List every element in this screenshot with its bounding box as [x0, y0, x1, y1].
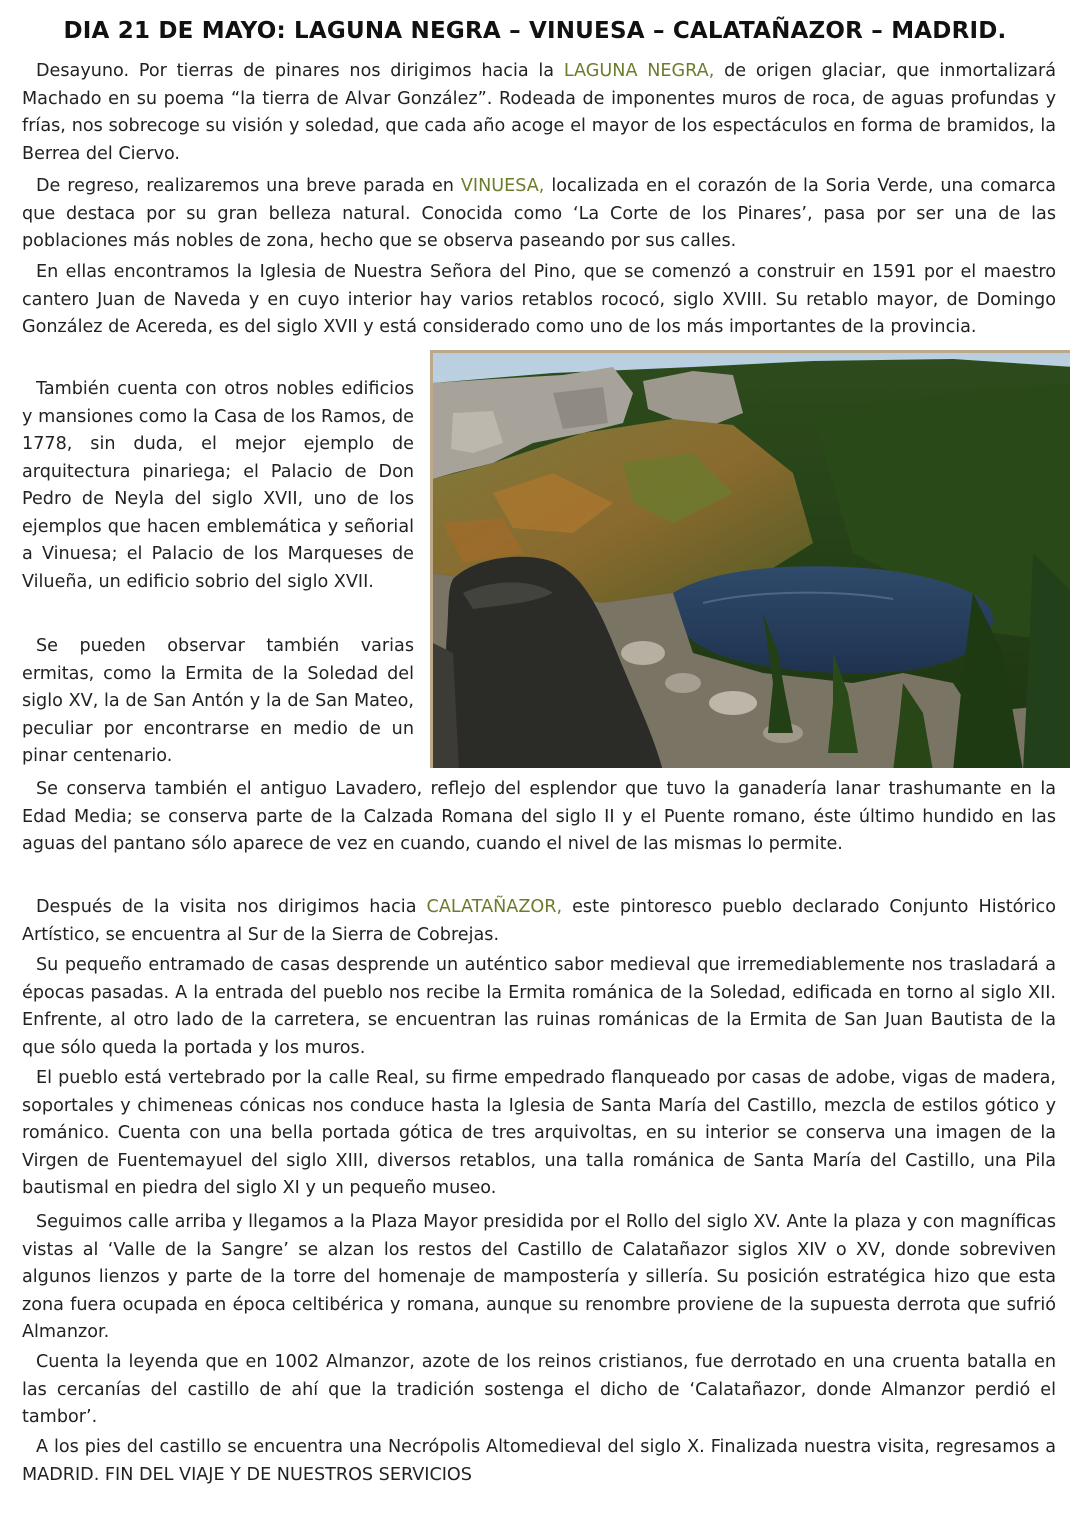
page-title: DIA 21 DE MAYO: LAGUNA NEGRA – VINUESA – CALATAÑAZOR – MADRID. — [63, 18, 1007, 44]
paragraph-necropolis — [22, 1434, 1056, 1489]
paragraph-vinuesa — [22, 173, 1056, 256]
paragraph-text: de origen glaciar, que inmortalizará Machado en su poema “la tierra de Alvar González”. Rodeada de imponentes muros de roca, de aguas profundas y frías, nos sobrecoge su visión y soledad, que cada año acoge el mayor de los espectáculos en forma de bramidos, la Berrea del Ciervo. — [22, 61, 1056, 164]
paragraph-edificios: También cuenta con otros nobles edificios y mansiones como la Casa de los Ramos, de 1778, sin duda, el mejor ejemplo de arquitectura pinariega; el Palacio de Don Pedro de Neyla del siglo XVII, uno de los ejemplos que hacen emblemática y señorial a Vinuesa; el Palacio de los Marqueses de Vilueña, un edificio sobrio del siglo XVII. — [22, 379, 414, 592]
paragraph-leyenda: Cuenta la leyenda que en 1002 Almanzor, azote de los reinos cristianos, fue derrotado en una cruenta batalla en las cercanías del castillo de ahí que la tradición sostenga el dicho de ‘Calatañazor, donde Almanzor perdió el tambor’. — [22, 1352, 1056, 1427]
paragraph-ermitas: Se pueden observar también varias ermitas, como la Ermita de la Soledad del siglo XV, la de San Antón y la de San Mateo, peculiar por encontrarse en medio de un pinar centenario. — [22, 636, 414, 766]
paragraph-calle-real: El pueblo está vertebrado por la calle Real, su firme empedrado flanqueado por casas de adobe, vigas de madera, soportales y chimeneas cónicas nos conduce hasta la Iglesia de Santa María del Castillo, mezcla de estilos gótico y románico. Cuenta con una bella portada gótica de tres arquivoltas, en su interior se conserva una imagen de la Virgen de Fuentemayuel del siglo XIII, diversos retablos, una talla románica de Santa María del Castillo, una Pila bautismal en piedra del siglo XI y un pequeño museo. — [22, 1068, 1056, 1198]
paragraph-entramado: Su pequeño entramado de casas desprende un auténtico sabor medieval que irremediablemente nos trasladará a épocas pasadas. A la entrada del pueblo nos recibe la Ermita románica de la Soledad, edificada en torno al siglo XII. Enfrente, al otro lado de la carretera, se encuentran las ruinas románicas de la Ermita de San Juan Bautista de la que sólo queda la portada y los muros. — [22, 955, 1056, 1058]
paragraph-calatanazor — [22, 894, 1056, 949]
paragraph-text: Después de la visita nos dirigimos hacia — [36, 897, 427, 917]
paragraph-text: Desayuno. Por tierras de pinares nos dirigimos hacia la — [36, 61, 564, 81]
paragraph-laguna-negra — [22, 58, 1056, 168]
paragraph-plaza-mayor: Seguimos calle arriba y llegamos a la Plaza Mayor presidida por el Rollo del siglo XV. Ante la plaza y con magníficas vistas al ‘Valle de la Sangre’ se alzan los restos del Castillo de Calatañazor siglos XIV o XV, donde sobreviven algunos lienzos y parte de la torre del homenaje de mampostería y sillería. Su posición estratégica hizo que esta zona fuera ocupada en época celtibérica y romana, aunque su renombre proviene de la supuesta derrota que sufrió Almanzor. — [22, 1212, 1056, 1342]
paragraph-text: localizada en el corazón de la Soria Verde, una comarca que destaca por su gran belleza natural. Conocida como ‘La Corte de los Pinares’, pasa por ser una de las poblaciones más nobles de zona, hecho que se observa paseando por sus calles. — [22, 176, 1056, 251]
paragraph-text: De regreso, realizaremos una breve parada en — [36, 176, 461, 196]
paragraph-text: este pintoresco pueblo declarado Conjunto Histórico Artístico, se encuentra al Sur de la Sierra de Cobrejas. — [22, 897, 1056, 945]
place-name-laguna-negra: LAGUNA NEGRA, — [563, 61, 715, 81]
paragraph-text: A los pies del castillo se encuentra una Necrópolis Altomedieval del siglo X. Finalizada nuestra visita, regresamos a — [36, 1437, 1056, 1457]
lake-landscape-image — [433, 353, 1070, 768]
place-name-vinuesa: VINUESA, — [460, 176, 545, 196]
paragraph-iglesia: En ellas encontramos la Iglesia de Nuestra Señora del Pino, que se comenzó a construir en 1591 por el maestro cantero Juan de Naveda y en cuyo interior hay varios retablos rococó, siglo XVIII. Su retablo mayor, de Domingo González de Acereda, es del siglo XVII y está considerado como uno de los más importantes de la provincia. — [22, 262, 1056, 337]
paragraph-lavadero: Se conserva también el antiguo Lavadero, reflejo del esplendor que tuvo la ganadería lanar trashumante en la Edad Media; se conserva parte de la Calzada Romana del siglo II y el Puente romano, éste último hundido en las aguas del pantano sólo aparece de vez en cuando, cuando el nivel de las mismas lo permite. — [22, 779, 1056, 854]
closing-statement: MADRID. FIN DEL VIAJE Y DE NUESTROS SERVICIOS — [22, 1464, 472, 1485]
place-name-calatanazor: CALATAÑAZOR, — [426, 897, 563, 917]
laguna-negra-photo — [430, 350, 1070, 768]
